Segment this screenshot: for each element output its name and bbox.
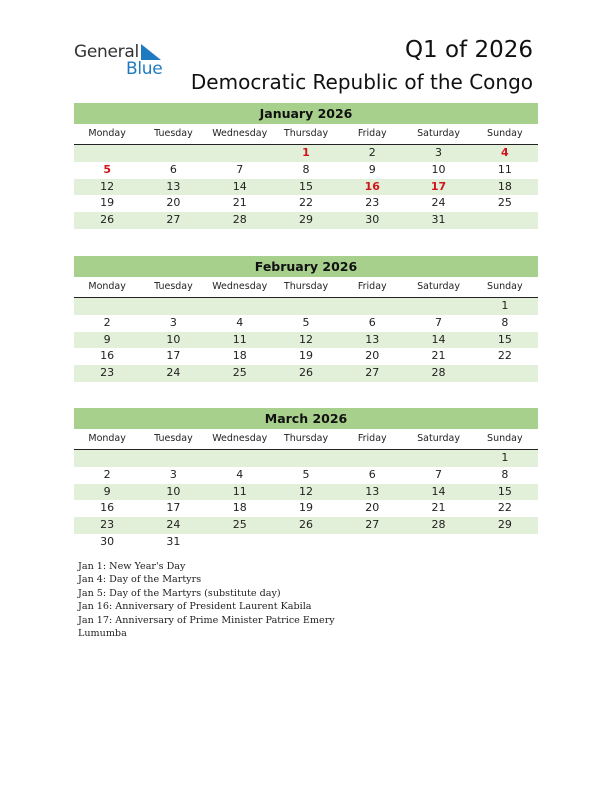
weekday-label: Sunday [487,128,523,139]
empty-day-cell [140,298,206,315]
day-cell: 17 [430,179,447,193]
day-cell: 24 [431,196,446,210]
empty-day-cell [207,450,273,467]
weekday-label: Tuesday [154,128,193,139]
day-cell: 14 [431,332,446,346]
day-cell: 7 [435,467,443,481]
empty-day-cell [74,450,140,467]
week-row [74,162,538,179]
day-cell: 16 [364,179,380,193]
day-cell: 19 [298,349,313,363]
weekday-label: Monday [88,281,126,292]
weekday-label: Tuesday [154,281,193,292]
day-cell: 14 [232,179,247,193]
day-cell: 29 [497,518,512,532]
empty-day-cell [405,298,471,315]
day-cell: 16 [100,501,115,515]
country-name: Democratic Republic of the Congo [190,70,533,94]
weekday-header [74,277,538,298]
empty-day-cell [74,145,140,162]
week-row [74,467,538,484]
day-cell: 29 [298,213,313,227]
day-cell: 25 [232,366,247,380]
day-cell: 18 [497,179,512,193]
month-title: March 2026 [74,408,538,429]
day-cell: 7 [435,315,443,329]
day-cell: 8 [501,315,509,329]
empty-day-cell [273,534,339,551]
day-cell: 19 [100,196,115,210]
day-cell: 16 [100,349,115,363]
day-cell: 27 [365,518,380,532]
week-row [74,315,538,332]
weekday-label: Friday [357,433,387,444]
day-cell: 11 [497,162,512,176]
empty-day-cell [339,534,405,551]
holiday-note: Jan 5: Day of the Martyrs (substitute day) [78,587,281,599]
day-cell: 21 [431,501,446,515]
weekday-label: Thursday [283,128,329,139]
day-cell: 23 [100,518,115,532]
day-cell: 9 [103,332,111,346]
day-cell: 24 [166,366,181,380]
week-row [74,450,538,467]
day-cell: 3 [169,467,177,481]
day-cell: 22 [298,196,313,210]
week-row [74,365,538,382]
day-cell: 1 [501,451,509,464]
day-cell: 9 [368,162,376,176]
day-cell: 1 [501,299,509,312]
logo-triangle-icon [141,44,161,60]
day-cell: 15 [298,179,313,193]
weekday-label: Sunday [487,281,523,292]
day-cell: 18 [232,349,247,363]
day-cell: 2 [103,315,111,329]
weekday-label: Saturday [417,433,460,444]
empty-day-cell [140,145,206,162]
empty-day-cell [207,145,273,162]
day-cell: 21 [232,196,247,210]
month-block [74,103,538,229]
day-cell: 4 [501,146,509,159]
day-cell: 15 [497,484,512,498]
week-row [74,212,538,229]
day-cell: 22 [497,501,512,515]
day-cell: 4 [236,315,244,329]
day-cell: 28 [431,366,446,380]
weekday-label: Saturday [417,281,460,292]
day-cell: 8 [501,467,509,481]
empty-day-cell [472,365,538,382]
holiday-note: Jan 1: New Year's Day [78,561,186,572]
day-cell: 12 [100,179,115,193]
week-row [74,534,538,551]
day-cell: 20 [365,501,380,515]
empty-day-cell [339,298,405,315]
weekday-label: Thursday [283,281,329,292]
week-row [74,517,538,534]
week-row [74,484,538,501]
day-cell: 27 [166,213,181,227]
day-cell: 25 [232,518,247,532]
day-cell: 22 [497,349,512,363]
day-cell: 13 [365,332,380,346]
day-cell: 26 [100,213,115,227]
week-row [74,195,538,212]
day-cell: 12 [298,332,313,346]
day-cell: 8 [302,162,310,176]
day-cell: 20 [166,196,181,210]
weekday-label: Thursday [283,433,329,444]
weekday-label: Sunday [487,433,523,444]
holiday-note: Jan 16: Anniversary of President Laurent Kabila [78,601,312,613]
day-cell: 13 [365,484,380,498]
day-cell: 11 [232,332,247,346]
empty-day-cell [472,534,538,551]
day-cell: 4 [236,467,244,481]
month-block [74,408,538,551]
day-cell: 19 [298,501,313,515]
empty-day-cell [74,298,140,315]
day-cell: 9 [103,484,111,498]
logo-text-blue: Blue [126,59,163,79]
weekday-label: Tuesday [154,433,193,444]
day-cell: 18 [232,501,247,515]
empty-day-cell [207,298,273,315]
day-cell: 10 [431,162,446,176]
weekday-label: Saturday [417,128,460,139]
day-cell: 5 [302,315,310,329]
empty-day-cell [339,450,405,467]
weekday-label: Monday [88,433,126,444]
week-row [74,348,538,365]
day-cell: 5 [103,162,111,176]
day-cell: 12 [298,484,313,498]
day-cell: 31 [431,213,446,227]
week-row [74,179,538,196]
day-cell: 17 [166,501,181,515]
day-cell: 31 [166,534,181,548]
day-cell: 23 [100,366,115,380]
day-cell: 21 [431,349,446,363]
day-cell: 3 [169,315,177,329]
empty-day-cell [273,298,339,315]
day-cell: 23 [365,196,380,210]
weekday-label: Monday [88,128,126,139]
empty-day-cell [207,534,273,551]
weekday-label: Friday [357,281,387,292]
day-cell: 7 [236,162,244,176]
month-title: January 2026 [74,103,538,124]
day-cell: 6 [368,467,376,481]
day-cell: 2 [368,146,376,159]
day-cell: 28 [431,518,446,532]
day-cell: 17 [166,349,181,363]
day-cell: 30 [365,213,380,227]
day-cell: 30 [100,534,115,548]
day-cell: 15 [497,332,512,346]
week-row [74,145,538,162]
day-cell: 27 [365,366,380,380]
weekday-label: Friday [357,128,387,139]
day-cell: 11 [232,484,247,498]
day-cell: 20 [365,349,380,363]
weekday-header [74,429,538,450]
day-cell: 6 [368,315,376,329]
holiday-note: Jan 4: Day of the Martyrs [78,574,202,586]
day-cell: 6 [169,162,177,176]
logo [74,42,174,78]
day-cell: 26 [298,518,313,532]
holiday-notes [78,560,348,640]
weekday-label: Wednesday [212,128,268,139]
empty-day-cell [405,534,471,551]
day-cell: 24 [166,518,181,532]
weekday-label: Wednesday [212,281,268,292]
day-cell: 5 [302,467,310,481]
day-cell: 2 [103,467,111,481]
day-cell: 14 [431,484,446,498]
month-block [74,256,538,382]
holiday-note: Jan 17: Anniversary of Prime Minister Patrice Emery Lumumba [78,614,335,640]
empty-day-cell [273,450,339,467]
day-cell: 3 [435,146,443,159]
day-cell: 13 [166,179,181,193]
page-title: Q1 of 2026 [404,37,533,63]
day-cell: 25 [497,196,512,210]
logo-text-general: General [74,42,139,62]
week-row [74,500,538,517]
day-cell: 28 [232,213,247,227]
week-row [74,298,538,315]
week-row [74,332,538,349]
day-cell: 10 [166,332,181,346]
empty-day-cell [405,450,471,467]
day-cell: 1 [302,146,310,159]
day-cell: 26 [298,366,313,380]
weekday-header [74,124,538,145]
day-cell: 10 [166,484,181,498]
weekday-label: Wednesday [212,433,268,444]
month-title: February 2026 [74,256,538,277]
empty-day-cell [140,450,206,467]
empty-day-cell [472,212,538,229]
